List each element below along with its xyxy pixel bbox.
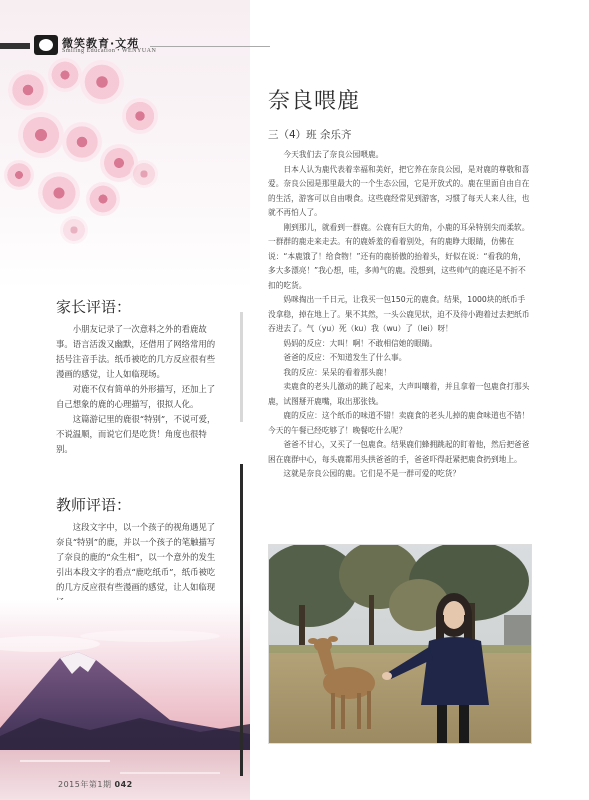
article-paragraph: 妈妈的反应：大叫！啊！不敢相信她的眼睛。 [283,338,438,348]
article-body [268,148,530,482]
article-paragraph: 日本人认为鹿代表着幸福和美好，把它养在奈良公园，是对鹿的尊敬和喜爱。奈良公园是那里最大的一个生态公园，它是开放式的。鹿在里面自由自在的生活，游客可以自由喂食。这些鹿经常见到游客，习惯了每天人来人往，也就不再怕人了。 [268,164,530,217]
teacher-comment-heading: 教师评语： [56,496,132,514]
header-bar [0,43,30,49]
parent-comment [56,322,220,457]
magazine-header [0,34,280,58]
girl-feeding-deer-photo [268,544,532,744]
article-paragraph: 刚到那儿，就看到一群鹿。公鹿有巨大的角，小鹿的耳朵特别尖而柔软。一群群的鹿走来走去。有的鹿娇羞的看着别处，有的鹿睁大眼睛，仿佛在说：“本鹿饿了！给食物！”还有的鹿骄傲的抬着头，好似在说：“看我的角，多大多漂亮！”我心想，哇，多帅气的鹿。没想到，这些帅气的鹿还是不折不扣的吃货。 [268,222,530,290]
article-paragraph: 妈咪掏出一千日元，让我买一包150元的鹿食。结果，1000块的纸币手没拿稳，掉在地上了。果不其然，一头公鹿见状，迫不及待小跑着过去把纸币吞进去了。气（yu）死（ku）我（wu）了（lei）呀！ [268,295,530,333]
article-paragraph: 今天我们去了奈良公园喂鹿。 [283,150,384,159]
parent-comment-paragraph: 对鹿不仅有简单的外形描写，还加上了自己想象的鹿的心理描写，很拟人化。 [56,384,216,409]
mount-fuji-icon [0,600,250,800]
article-paragraph: 爸爸的反应：不知道发生了什么事。 [283,353,407,362]
parent-comment-paragraph: 小朋友记录了一次意料之外的看鹿故事。语言活泼又幽默，还借用了网络常用的括号注音手法。纸币被吃的几方反应很有些漫画的感觉，让人如临现场。 [56,324,216,379]
photo-illustration [269,545,531,743]
article-paragraph: 卖鹿食的老头儿激动的跳了起来，大声叫嚷着，并且拿着一包鹿食打那头鹿，试图掰开鹿嘴，取出那张钱。 [268,382,530,406]
article-paragraph: 鹿的反应：这个纸币的味道不错！卖鹿食的老头儿掉的鹿食味道也不错！今天的午餐已经吃够了！晚餐吃什么呢？ [268,411,530,435]
mount-fuji-illustration [0,600,250,800]
page-footer [58,779,133,790]
article-paragraph: 我的反应：呆呆的看着那头鹿！ [283,367,392,377]
column-divider [240,464,243,776]
magazine-title: 微笑教育·文苑 [62,37,140,50]
logo-mark [34,35,58,55]
article-paragraph: 爸爸不甘心，又买了一包鹿食。结果鹿们蜂拥跳起的盯着他，然后把爸爸困在鹿群中心，每头鹿都用头拱爸爸的手，爸爸吓得赶紧把鹿食扔到地上。 [268,440,530,464]
page-number: 042 [114,780,133,789]
header-rule [150,46,270,47]
article-byline: 三（4）班 余乐齐 [268,129,352,141]
article-paragraph: 这就是奈良公园的鹿。它们是不是一群可爱的吃货？ [283,469,461,478]
column-divider-light [240,312,243,422]
parent-comment-heading: 家长评语： [56,298,132,316]
teacher-comment-paragraph: 这段文字中，以一个孩子的视角遇见了奈良“特别”的鹿，并以一个孩子的笔触描写了奈良的鹿的“众生相”，以一个意外的发生引出本段文字的看点“鹿吃纸币”，纸币被吃的几方反应很有些漫画的感觉，让人如临现 [56,522,216,592]
article-title: 奈良喂鹿 [268,89,361,114]
magazine-subtitle: Smiling Education • WENYUAN [62,48,157,54]
parent-comment-paragraph: 这篇游记里的鹿很“特别”，不说可爱，不说温顺，而说它们是吃货！角度也很特别。 [56,414,216,454]
issue-label: 2015年第1期 [58,780,112,789]
